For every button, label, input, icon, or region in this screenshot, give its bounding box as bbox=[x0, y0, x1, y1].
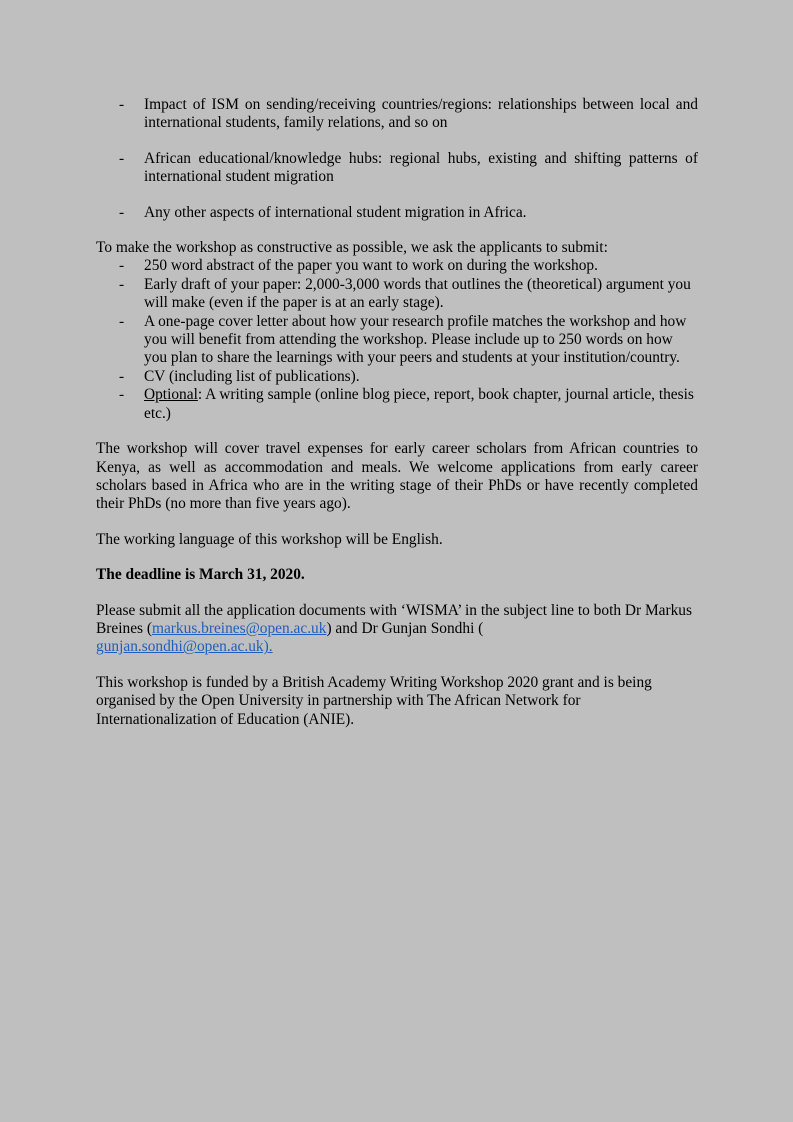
list-dash: - bbox=[119, 386, 125, 404]
list-item bbox=[96, 204, 698, 222]
list-item bbox=[96, 96, 698, 133]
submission-list bbox=[96, 257, 698, 423]
submission-text-2: ) and Dr Gunjan Sondhi ( bbox=[326, 619, 484, 637]
submission-text-1: Please submit all the application documents with ‘WISMA’ in the subject line to both Dr Markus Breines ( bbox=[96, 601, 692, 637]
list-dash: - bbox=[119, 203, 125, 221]
language-paragraph: The working language of this workshop will be English. bbox=[96, 530, 443, 548]
optional-text: : A writing sample (online blog piece, report, book chapter, journal article, thesis etc.) bbox=[144, 386, 694, 422]
list-item-text: Any other aspects of international student migration in Africa. bbox=[144, 203, 527, 221]
list-item bbox=[96, 150, 698, 187]
funding-paragraph: This workshop is funded by a British Academy Writing Workshop 2020 grant and is being organised by the Open University in partnership with The African Network for Internationalization of Education (ANIE). bbox=[96, 673, 652, 728]
list-item-text: A one-page cover letter about how your research profile matches the workshop and how you will benefit from attending the workshop. Please include up to 250 words on how you plan to share the learnings with your peers and students at your institution/country. bbox=[144, 312, 687, 367]
email-link-gunjan[interactable]: gunjan.sondhi@open.ac.uk). bbox=[96, 638, 273, 656]
list-item-text: CV (including list of publications). bbox=[144, 367, 360, 385]
list-dash: - bbox=[119, 367, 125, 385]
deadline-heading: The deadline is March 31, 2020. bbox=[96, 566, 305, 584]
list-item-text: African educational/knowledge hubs: regional hubs, existing and shifting patterns of international student migration bbox=[144, 149, 698, 186]
list-item-text: Impact of ISM on sending/receiving countries/regions: relationships between local and international students, family relations, and so on bbox=[144, 96, 698, 132]
list-item-text: 250 word abstract of the paper you want to work on during the workshop. bbox=[144, 257, 598, 275]
document-body bbox=[96, 96, 698, 729]
list-item bbox=[96, 313, 698, 368]
submission-paragraph bbox=[96, 602, 698, 657]
list-item bbox=[96, 368, 698, 386]
optional-label: Optional bbox=[144, 386, 198, 404]
list-dash: - bbox=[119, 275, 125, 293]
list-item bbox=[96, 257, 698, 275]
submit-intro: To make the workshop as constructive as possible, we ask the applicants to submit: bbox=[96, 239, 608, 257]
list-dash: - bbox=[119, 257, 125, 275]
list-item-text: Early draft of your paper: 2,000-3,000 words that outlines the (theoretical) argument you will make (even if the paper is at an early stage). bbox=[144, 275, 691, 312]
list-dash: - bbox=[119, 312, 125, 330]
list-dash: - bbox=[119, 149, 125, 167]
email-link-markus[interactable]: markus.breines@open.ac.uk bbox=[152, 619, 327, 637]
topics-list bbox=[96, 96, 698, 222]
list-item bbox=[96, 276, 698, 313]
list-item bbox=[96, 386, 698, 423]
list-dash: - bbox=[119, 96, 125, 113]
travel-paragraph: The workshop will cover travel expenses for early career scholars from African countries to Kenya, as well as accommodation and meals. We welcome applications from early career scholars based in Africa who are in the writing stage of their PhDs or have recently completed their PhDs (no more than five years ago). bbox=[96, 440, 698, 513]
